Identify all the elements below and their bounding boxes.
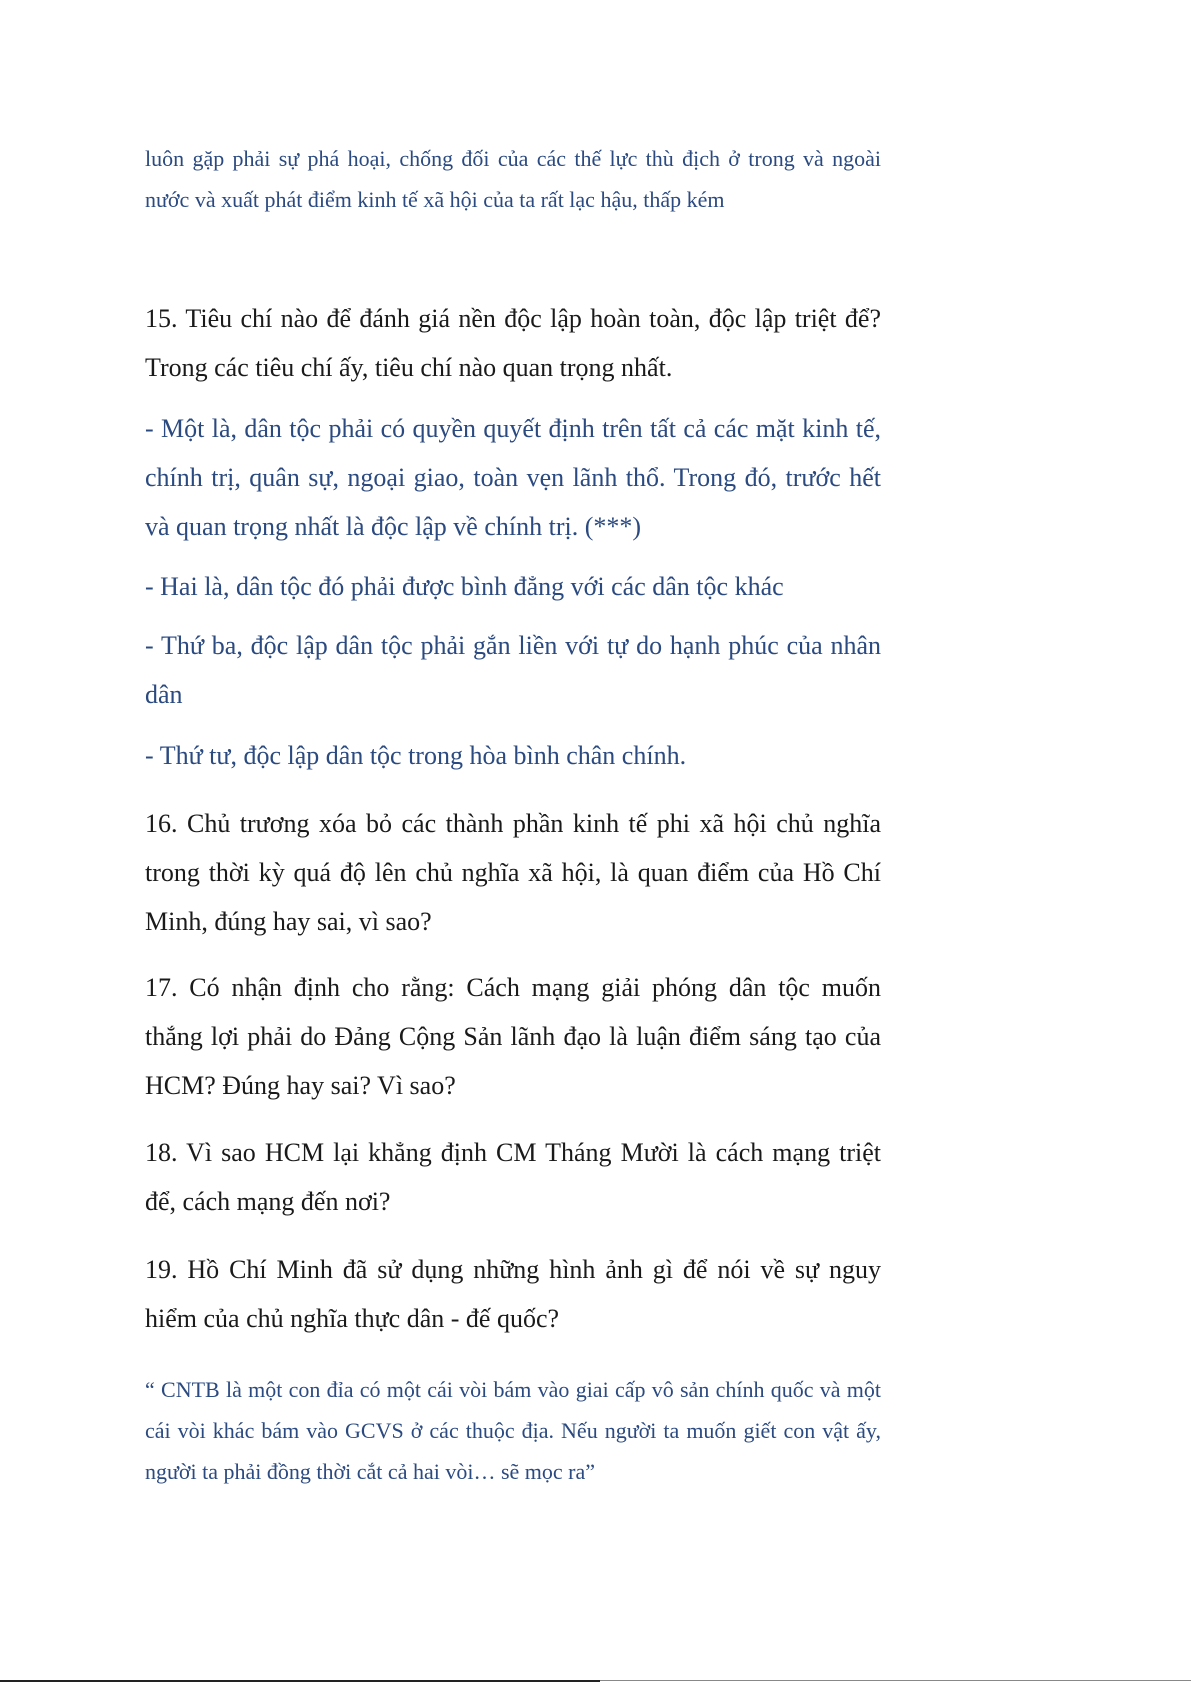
intro-paragraph: luôn gặp phải sự phá hoại, chống đối của các thế lực thù địch ở trong và ngoài nước và xuất phát điểm kinh tế xã hội của ta rất lạc hậu, thấp kém [145, 146, 881, 212]
question-15: 15. Tiêu chí nào để đánh giá nền độc lập hoàn toàn, độc lập triệt để? Trong các tiêu chí ấy, tiêu chí nào quan trọng nhất. [145, 304, 881, 382]
answer-19-quote: “ CNTB là một con đỉa có một cái vòi bám vào giai cấp vô sản chính quốc và một cái vòi khác bám vào GCVS ở các thuộc địa. Nếu người ta muốn giết con vật ấy, người ta phải đồng thời cắt cả hai vòi… sẽ mọc ra” [145, 1377, 881, 1484]
question-17: 17. Có nhận định cho rằng: Cách mạng giải phóng dân tộc muốn thắng lợi phải do Đảng Cộng Sản lãnh đạo là luận điểm sáng tạo của HCM? Đúng hay sai? Vì sao? [145, 973, 881, 1100]
answer-15-item-1: - Một là, dân tộc phải có quyền quyết định trên tất cả các mặt kinh tế, chính trị, quân sự, ngoại giao, toàn vẹn lãnh thổ. Trong đó, trước hết và quan trọng nhất là độc lập về chính trị. (***) [145, 414, 881, 541]
question-18: 18. Vì sao HCM lại khẳng định CM Tháng Mười là cách mạng triệt để, cách mạng đến nơi? [145, 1138, 881, 1216]
page-bottom-rule-light [600, 1680, 1191, 1681]
question-16: 16. Chủ trương xóa bỏ các thành phần kinh tế phi xã hội chủ nghĩa trong thời kỳ quá độ lên chủ nghĩa xã hội, là quan điểm của Hồ Chí Minh, đúng hay sai, vì sao? [145, 809, 881, 936]
question-19: 19. Hồ Chí Minh đã sử dụng những hình ảnh gì để nói về sự nguy hiểm của chủ nghĩa thực dân - đế quốc? [145, 1255, 881, 1333]
answer-15-item-4: - Thứ tư, độc lập dân tộc trong hòa bình chân chính. [145, 741, 687, 770]
answer-15-item-2: - Hai là, dân tộc đó phải được bình đẳng với các dân tộc khác [145, 572, 784, 601]
answer-15-item-3: - Thứ ba, độc lập dân tộc phải gắn liền với tự do hạnh phúc của nhân dân [145, 631, 881, 709]
page-bottom-rule [0, 1680, 600, 1682]
